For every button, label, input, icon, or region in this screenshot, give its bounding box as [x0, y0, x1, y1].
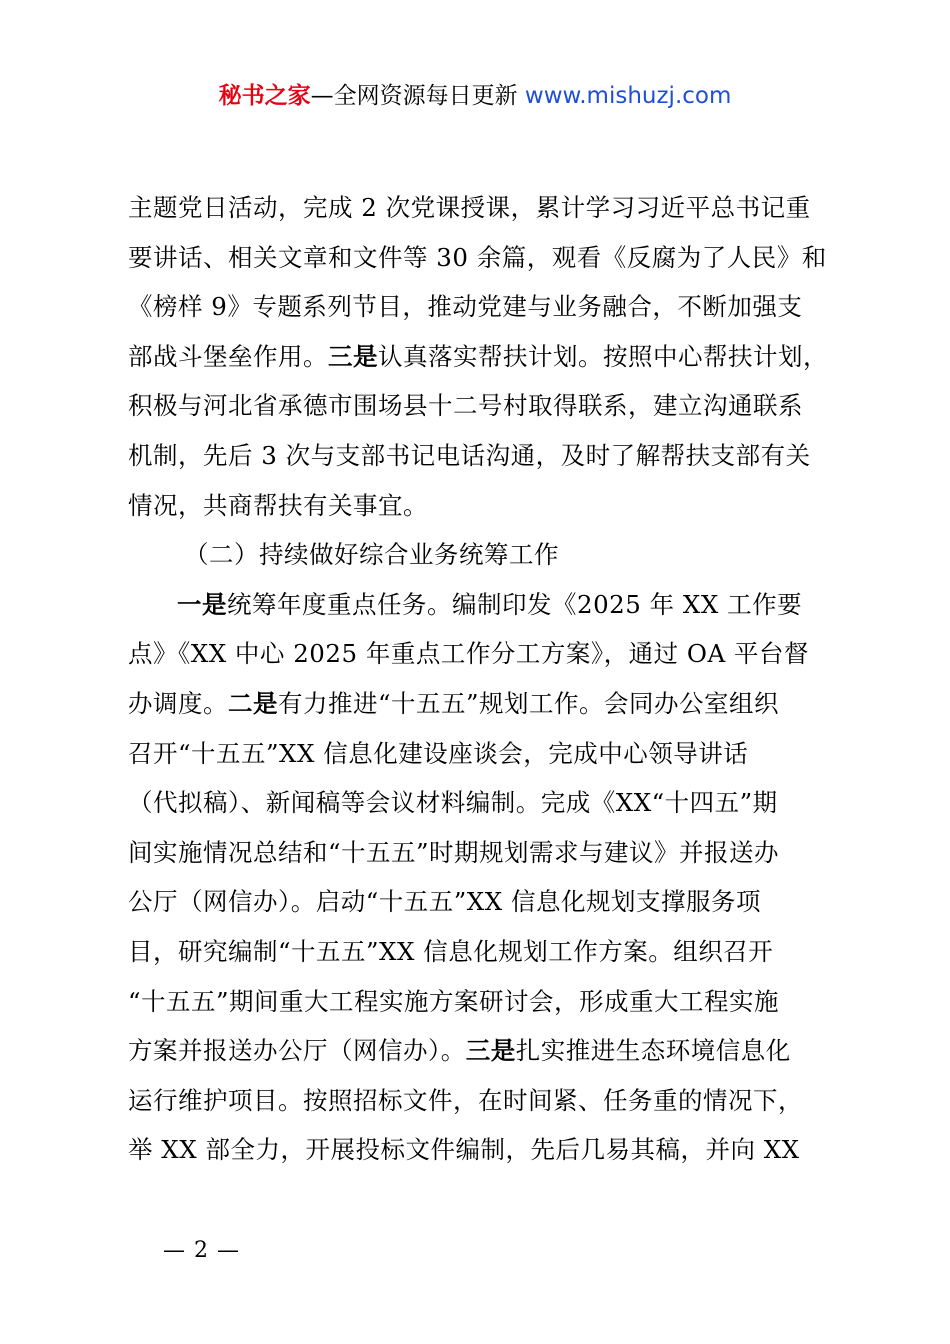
body-text-run: 部战斗堡垒作用。 — [128, 341, 328, 371]
body-line: 机制，先后 3 次与支部书记电话沟通，及时了解帮扶支部有关 — [128, 440, 811, 470]
body-line: “十五五”期间重大工程实施方案研讨会，形成重大工程实施 — [128, 986, 780, 1016]
body-line: 积极与河北省承德市围场县十二号村取得联系，建立沟通联系 — [128, 391, 803, 421]
body-line — [128, 679, 838, 729]
body-line: 公厅（网信办）。启动“十五五”XX 信息化规划支撑服务项 — [128, 887, 761, 917]
body-text-run: 统筹年度重点任务。编制印发《2025 年 XX 工作要 — [227, 589, 803, 619]
body-text-run: 方案并报送办公厅（网信办）。 — [128, 1036, 466, 1066]
body-line: 《榜样 9》专题系列节目，推动党建与业务融合，不断加强支 — [128, 292, 803, 322]
body-text-run: 办调度。 — [128, 688, 228, 718]
body-line: 目，研究编制“十五五”XX 信息化规划工作方案。组织召开 — [128, 936, 774, 966]
body-line: 运行维护项目。按照招标文件，在时间紧、任务重的情况下， — [128, 1085, 803, 1115]
site-url[interactable]: www.mishuzj.com — [524, 83, 732, 109]
body-text-run: 扎实推进生态环境信息化 — [515, 1036, 791, 1066]
body-line: 间实施情况总结和“十五五”时期规划需求与建议》并报送办 — [128, 837, 780, 867]
body-text-run: 有力推进“十五五”规划工作。会同办公室组织 — [278, 688, 780, 718]
section-heading: （二）持续做好综合业务统筹工作 — [184, 540, 559, 570]
body-line — [128, 332, 838, 382]
body-line: 点》《XX 中心 2025 年重点工作分工方案》，通过 OA 平台督 — [128, 639, 809, 669]
bold-ordinal: 二是 — [228, 688, 278, 718]
bold-ordinal: 三是 — [465, 1036, 516, 1066]
body-line: 主题党日活动，完成 2 次党课授课，累计学习习近平总书记重 — [128, 193, 811, 222]
body-line: 情况，共商帮扶有关事宜。 — [128, 490, 428, 520]
body-line: 举 XX 部全力，开展投标文件编制，先后几易其稿，并向 XX — [128, 1135, 800, 1165]
body-line: 要讲话、相关文章和文件等 30 余篇，观看《反腐为了人民》和 — [128, 242, 827, 272]
bold-ordinal: 三是 — [328, 341, 378, 371]
site-header — [0, 78, 950, 114]
document-body — [128, 183, 838, 1175]
body-line — [128, 580, 838, 630]
page-number: — 2 — — [163, 1238, 240, 1263]
body-line — [128, 1026, 838, 1076]
body-text-run: 认真落实帮扶计划。按照中心帮扶计划， — [378, 341, 828, 371]
site-slogan: —全网资源每日更新 — [310, 83, 518, 109]
site-brand: 秘书之家 — [218, 83, 311, 109]
body-line: 召开“十五五”XX 信息化建设座谈会，完成中心领导讲话 — [128, 738, 749, 768]
bold-ordinal: 一是 — [177, 589, 227, 619]
body-line: （代拟稿）、新闻稿等会议材料编制。完成《XX“十四五”期 — [128, 788, 778, 818]
